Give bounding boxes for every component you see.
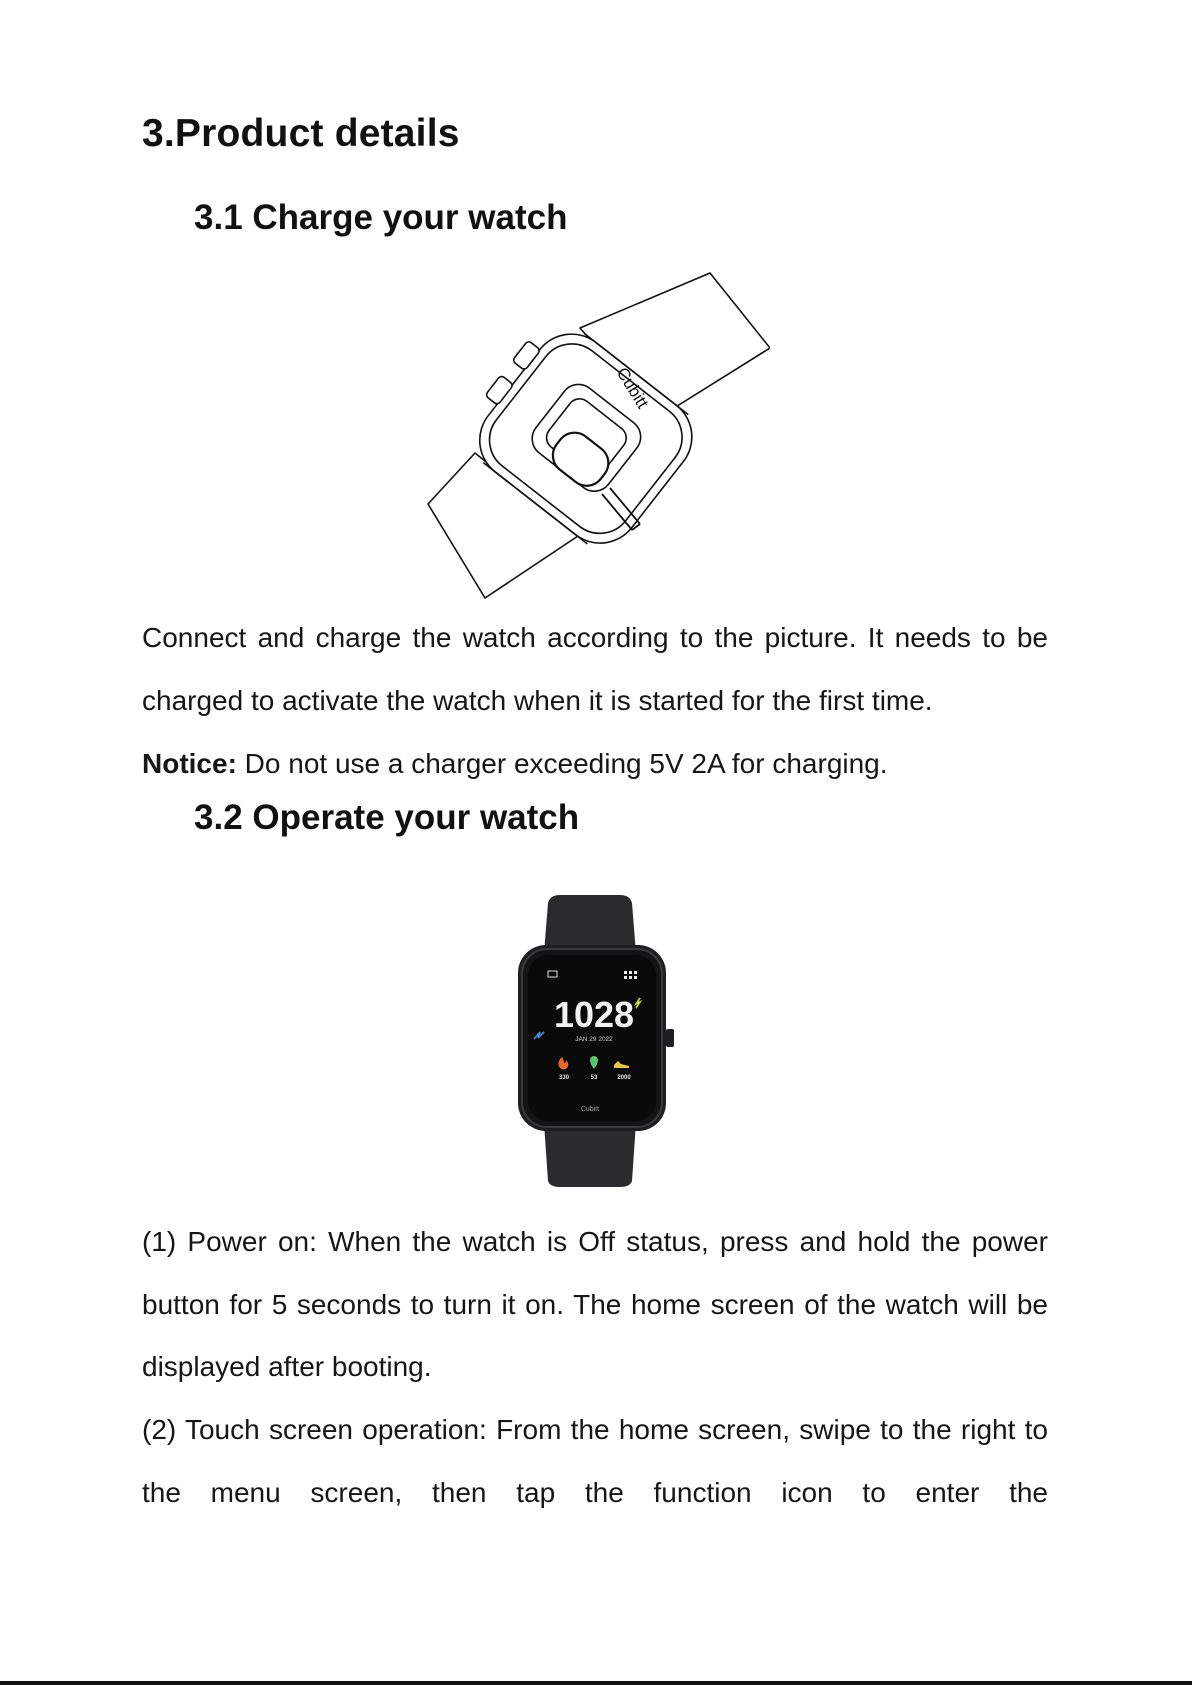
stat-calories: 330 <box>558 1075 570 1081</box>
watch-time: 1028 <box>553 994 635 1035</box>
operate-heading: 3.2 Operate your watch <box>194 798 580 837</box>
notice-line <box>142 744 1048 784</box>
notice-label: Notice: <box>142 748 237 779</box>
charging-watch-illustration <box>420 268 770 608</box>
charge-heading: 3.1 Charge your watch <box>194 198 568 237</box>
stat-distance: 53 <box>590 1075 598 1081</box>
stat-steps: 2000 <box>617 1075 631 1081</box>
notice-text: Do not use a charger exceeding 5V 2A for charging. <box>236 748 888 779</box>
section-title: 3.Product details <box>142 112 460 155</box>
watch-date: JAN 29 2022 <box>575 1036 613 1043</box>
power-on-paragraph: (1) Power on: When the watch is Off status, press and hold the power button for 5 seconds to turn it on. The home screen of the watch will be displayed after booting. <box>142 1226 1048 1382</box>
watch-screen-brand: Cubitt <box>580 1106 600 1113</box>
page-bottom-border <box>0 1681 1192 1685</box>
charge-paragraph: Connect and charge the watch according to the picture. It needs to be charged to activate the watch when it is started for the first time. <box>142 622 1048 716</box>
touch-screen-paragraph: (2) Touch screen operation: From the home screen, swipe to the right to the menu screen, then tap the function icon to enter the <box>142 1414 1048 1508</box>
watch-photo <box>510 893 680 1188</box>
watch-brand-label: Cubitt <box>612 364 653 412</box>
